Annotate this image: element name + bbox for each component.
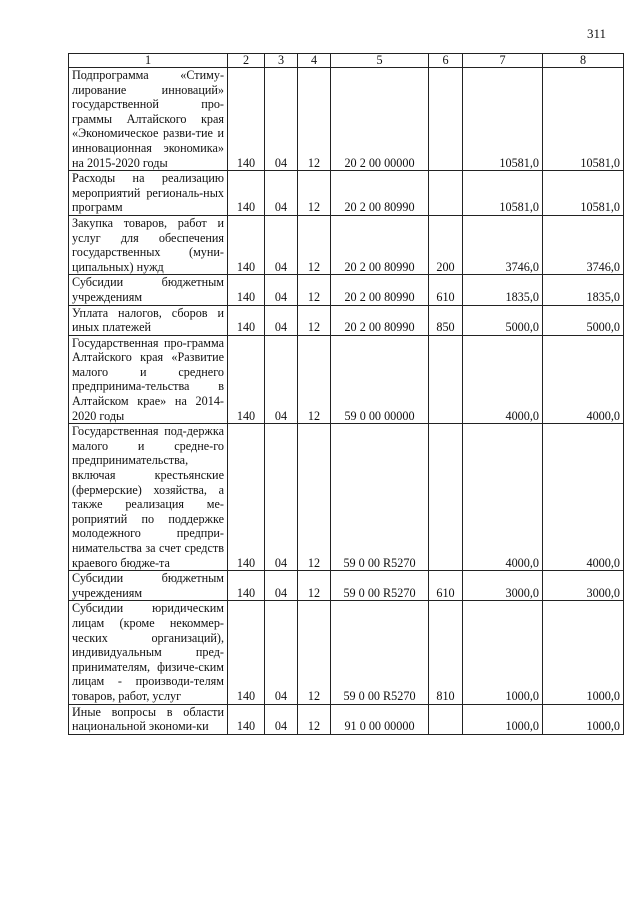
amount-year-1: 1000,0 bbox=[463, 601, 543, 704]
section-code: 04 bbox=[265, 68, 298, 171]
target-article-code: 59 0 00 00000 bbox=[331, 335, 429, 424]
section-code: 04 bbox=[265, 275, 298, 305]
subsection-code: 12 bbox=[298, 275, 331, 305]
subsection-code: 12 bbox=[298, 215, 331, 274]
amount-year-2: 10581,0 bbox=[543, 68, 624, 171]
target-article-code: 20 2 00 80990 bbox=[331, 171, 429, 216]
amount-year-2: 5000,0 bbox=[543, 305, 624, 335]
table-row bbox=[69, 171, 624, 216]
ministry-code: 140 bbox=[228, 215, 265, 274]
target-article-code: 20 2 00 00000 bbox=[331, 68, 429, 171]
amount-year-1: 1000,0 bbox=[463, 704, 543, 734]
subsection-code: 12 bbox=[298, 601, 331, 704]
amount-year-2: 1835,0 bbox=[543, 275, 624, 305]
amount-year-2: 3746,0 bbox=[543, 215, 624, 274]
subsection-code: 12 bbox=[298, 68, 331, 171]
target-article-code: 59 0 00 R5270 bbox=[331, 571, 429, 601]
row-name: Государственная про-грамма Алтайского края «Развитие малого и среднего предпринима-тельства в Алтайском крае» на 2014-2020 годы bbox=[69, 335, 228, 424]
header-cell: 8 bbox=[543, 54, 624, 68]
ministry-code: 140 bbox=[228, 275, 265, 305]
ministry-code: 140 bbox=[228, 601, 265, 704]
table-row bbox=[69, 424, 624, 571]
subsection-code: 12 bbox=[298, 704, 331, 734]
amount-year-2: 10581,0 bbox=[543, 171, 624, 216]
expense-type-code bbox=[429, 335, 463, 424]
expense-type-code: 200 bbox=[429, 215, 463, 274]
section-code: 04 bbox=[265, 335, 298, 424]
budget-table bbox=[68, 53, 624, 735]
page-number: 311 bbox=[586, 26, 606, 41]
expense-type-code: 810 bbox=[429, 601, 463, 704]
section-code: 04 bbox=[265, 171, 298, 216]
subsection-code: 12 bbox=[298, 171, 331, 216]
amount-year-1: 5000,0 bbox=[463, 305, 543, 335]
expense-type-code bbox=[429, 424, 463, 571]
ministry-code: 140 bbox=[228, 305, 265, 335]
section-code: 04 bbox=[265, 571, 298, 601]
target-article-code: 20 2 00 80990 bbox=[331, 275, 429, 305]
ministry-code: 140 bbox=[228, 68, 265, 171]
subsection-code: 12 bbox=[298, 305, 331, 335]
expense-type-code bbox=[429, 704, 463, 734]
row-name: Иные вопросы в области национальной экономи-ки bbox=[69, 704, 228, 734]
row-name: Уплата налогов, сборов и иных платежей bbox=[69, 305, 228, 335]
header-cell: 4 bbox=[298, 54, 331, 68]
table-row bbox=[69, 275, 624, 305]
header-cell: 7 bbox=[463, 54, 543, 68]
section-code: 04 bbox=[265, 305, 298, 335]
amount-year-1: 3000,0 bbox=[463, 571, 543, 601]
target-article-code: 59 0 00 R5270 bbox=[331, 424, 429, 571]
row-name: Субсидии юридическим лицам (кроме некоммер-ческих организаций), индивидуальным пред-принимателям, физиче-ским лицам - производи-телям товаров, работ, услуг bbox=[69, 601, 228, 704]
amount-year-1: 10581,0 bbox=[463, 68, 543, 171]
amount-year-2: 4000,0 bbox=[543, 424, 624, 571]
ministry-code: 140 bbox=[228, 171, 265, 216]
row-name: Расходы на реализацию мероприятий региональ-ных программ bbox=[69, 171, 228, 216]
header-cell: 2 bbox=[228, 54, 265, 68]
table-row bbox=[69, 601, 624, 704]
ministry-code: 140 bbox=[228, 424, 265, 571]
header-cell: 3 bbox=[265, 54, 298, 68]
subsection-code: 12 bbox=[298, 335, 331, 424]
amount-year-1: 4000,0 bbox=[463, 335, 543, 424]
amount-year-1: 10581,0 bbox=[463, 171, 543, 216]
ministry-code: 140 bbox=[228, 571, 265, 601]
subsection-code: 12 bbox=[298, 571, 331, 601]
expense-type-code bbox=[429, 68, 463, 171]
amount-year-2: 1000,0 bbox=[543, 601, 624, 704]
table-row bbox=[69, 305, 624, 335]
header-row bbox=[69, 54, 624, 68]
target-article-code: 20 2 00 80990 bbox=[331, 305, 429, 335]
row-name: Закупка товаров, работ и услуг для обеспечения государственных (муни-ципальных) нужд bbox=[69, 215, 228, 274]
header-cell: 1 bbox=[69, 54, 228, 68]
section-code: 04 bbox=[265, 601, 298, 704]
amount-year-1: 3746,0 bbox=[463, 215, 543, 274]
row-name: Субсидии бюджетным учреждениям bbox=[69, 275, 228, 305]
row-name: Подпрограмма «Стиму-лирование инноваций» государственной про-граммы Алтайского края «Экономическое разви-тие и инновационная экономика» на 2015-2020 годы bbox=[69, 68, 228, 171]
table-row bbox=[69, 704, 624, 734]
table-row bbox=[69, 215, 624, 274]
table-row bbox=[69, 68, 624, 171]
ministry-code: 140 bbox=[228, 704, 265, 734]
expense-type-code: 610 bbox=[429, 571, 463, 601]
row-name: Субсидии бюджетным учреждениям bbox=[69, 571, 228, 601]
expense-type-code: 610 bbox=[429, 275, 463, 305]
amount-year-1: 4000,0 bbox=[463, 424, 543, 571]
target-article-code: 91 0 00 00000 bbox=[331, 704, 429, 734]
subsection-code: 12 bbox=[298, 424, 331, 571]
expense-type-code bbox=[429, 171, 463, 216]
expense-type-code: 850 bbox=[429, 305, 463, 335]
amount-year-2: 4000,0 bbox=[543, 335, 624, 424]
header-cell: 6 bbox=[429, 54, 463, 68]
amount-year-2: 3000,0 bbox=[543, 571, 624, 601]
table-row bbox=[69, 571, 624, 601]
ministry-code: 140 bbox=[228, 335, 265, 424]
target-article-code: 59 0 00 R5270 bbox=[331, 601, 429, 704]
table-row bbox=[69, 335, 624, 424]
amount-year-2: 1000,0 bbox=[543, 704, 624, 734]
row-name: Государственная под-держка малого и средне-го предпринимательства, включая крестьянские (фермерские) хозяйства, а также реализация ме-роприятий по поддержке молодежного предпри-нимательства за счет средств краевого бюдже-та bbox=[69, 424, 228, 571]
section-code: 04 bbox=[265, 704, 298, 734]
header-cell: 5 bbox=[331, 54, 429, 68]
section-code: 04 bbox=[265, 424, 298, 571]
amount-year-1: 1835,0 bbox=[463, 275, 543, 305]
section-code: 04 bbox=[265, 215, 298, 274]
target-article-code: 20 2 00 80990 bbox=[331, 215, 429, 274]
